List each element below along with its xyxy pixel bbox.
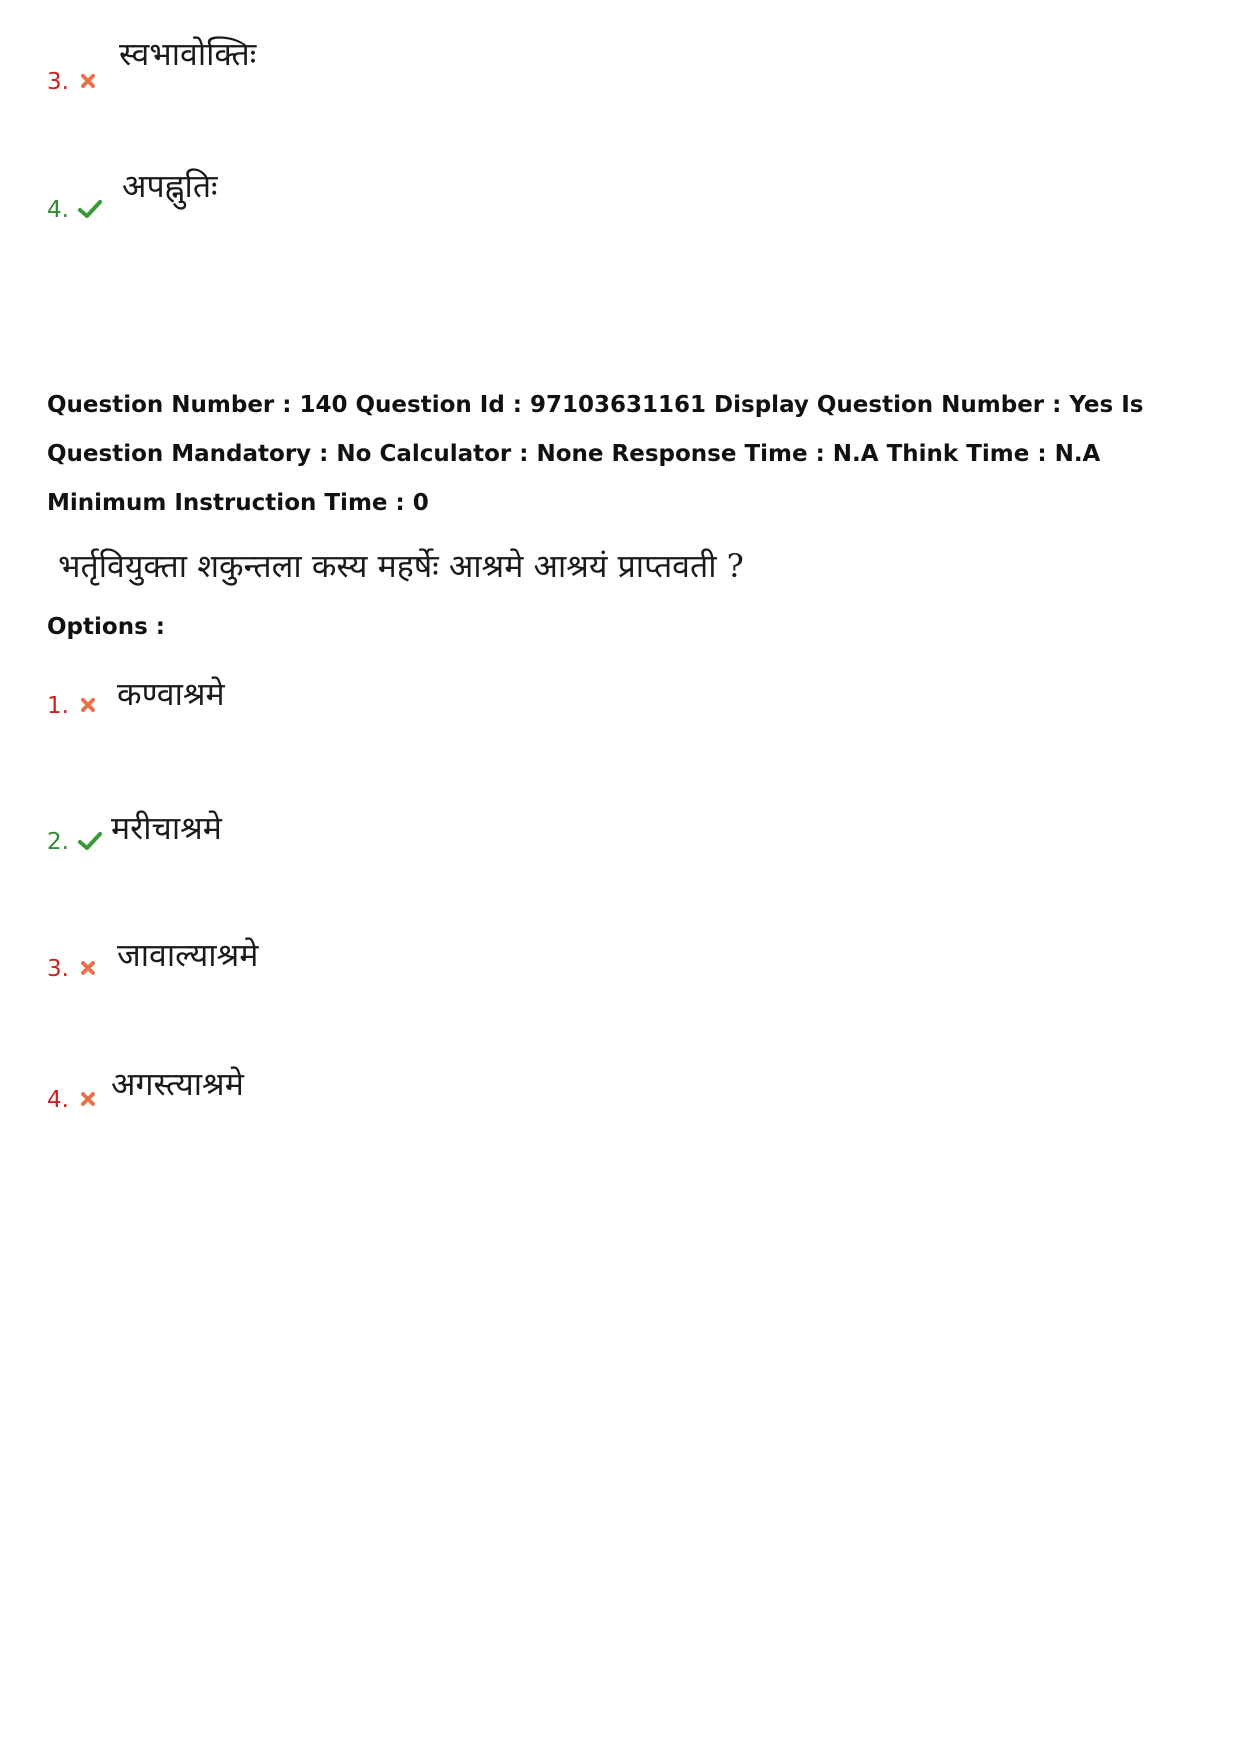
option-number: 3. — [47, 69, 69, 95]
check-icon — [77, 830, 103, 852]
question-text: भर्तृवियुक्ता शकुन्तला कस्य महर्षेः आश्रमे आश्रयं प्राप्तवती ? — [58, 547, 744, 585]
check-icon — [77, 198, 103, 220]
option-1 — [47, 660, 647, 720]
prev-option-4 — [47, 164, 647, 224]
option-text: कण्वाश्रमे — [117, 675, 225, 713]
options-label: Options : — [47, 614, 165, 640]
option-number: 3. — [47, 956, 69, 982]
option-text: अगस्त्याश्रमे — [111, 1065, 244, 1103]
option-2 — [47, 796, 647, 856]
option-4 — [47, 1054, 647, 1114]
option-text: मरीचाश्रमे — [111, 809, 222, 847]
prev-option-3 — [47, 36, 647, 96]
option-text: अपह्नुतिः — [122, 167, 218, 205]
option-text: जावाल्याश्रमे — [117, 936, 259, 974]
question-meta: Question Number : 140 Question Id : 97103631161 Display Question Number : Yes Is Question Mandatory : No Calculator : None Response Time : N.A Think Time : N.A Minimum Instruction Time : 0 — [47, 392, 1144, 516]
cross-icon — [77, 1088, 99, 1110]
option-number: 2. — [47, 829, 69, 855]
cross-icon — [77, 957, 99, 979]
option-number: 1. — [47, 693, 69, 719]
cross-icon — [77, 70, 99, 92]
cross-icon — [77, 694, 99, 716]
option-number: 4. — [47, 1087, 69, 1113]
option-number: 4. — [47, 197, 69, 223]
option-3 — [47, 923, 647, 983]
option-text: स्वभावोक्तिः — [119, 35, 257, 73]
